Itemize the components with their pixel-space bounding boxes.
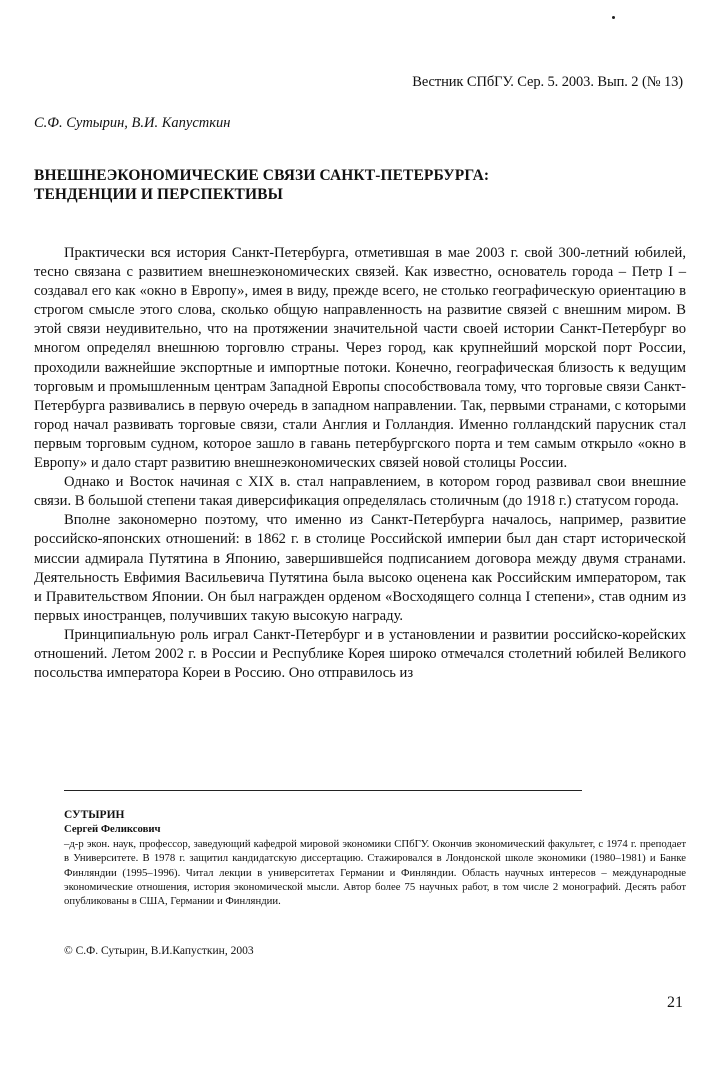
authors-line: С.Ф. Сутырин, В.И. Капусткин xyxy=(34,115,231,131)
paragraph-2: Однако и Восток начиная с XIX в. стал направлением, в котором город развивал свои внешние связи. В большой степени такая диверсификация определялась столичным (до 1918 г.) статусом города. xyxy=(34,474,686,510)
footnote-surname: СУТЫРИН xyxy=(64,809,125,821)
paragraph-3: Вполне закономерно поэтому, что именно из Санкт-Петербурга началось, например, развитие российско-японских отношений: в 1862 г. в столице Российской империи был дан старт исторической миссии адмирала Путятина в Японию, завершившейся подписанием договора между двумя странами. Деятельность Евфимия Васильевича Путятина была высоко оценена как Российским императором, так и Правительством Японии. Он был награжден орденом «Восходящего солнца I степени», став одним из первых иностранцев, получивших такую высокую награду. xyxy=(34,512,686,624)
footnote-fullname: Сергей Феликсович xyxy=(64,823,161,836)
article-title xyxy=(34,166,674,204)
author-footnote xyxy=(64,808,686,909)
copyright-line: © С.Ф. Сутырин, В.И.Капусткин, 2003 xyxy=(64,945,254,957)
scan-speck xyxy=(612,16,615,19)
footnote-bio: –д-р экон. наук, профессор, заведующий кафедрой мировой экономики СПбГУ. Окончив экономический факультет, с 1974 г. преподает в Университете. В 1978 г. защитил кандидатскую диссертацию. Стажировался в Лондонской школе экономики (1980–1981) и Банке Финляндии (1995–1996). Читал лекции в университетах Германии и Финляндии. Область научных интересов – международные экономические отношения, история экономической мысли. Автор более 75 научных работ, в том числе 2 монографий. Десять работ опубликованы в США, Германии и Финляндии. xyxy=(64,837,686,908)
footnote-divider xyxy=(64,790,582,791)
journal-header: Вестник СПбГУ. Сер. 5. 2003. Вып. 2 (№ 13) xyxy=(412,74,683,90)
article-body xyxy=(34,244,686,683)
title-line-1: ВНЕШНЕЭКОНОМИЧЕСКИЕ СВЯЗИ САНКТ-ПЕТЕРБУРГА: xyxy=(34,167,490,184)
paragraph-1: Практически вся история Санкт-Петербурга, отметившая в мае 2003 г. свой 300-летний юбилей, тесно связана с развитием внешнеэкономических связей. Как известно, основатель города – Петр I – создавал его как «окно в Европу», имея в виду, прежде всего, не столько географическую ориентацию в строгом смысле этого слова, сколько общую направленность на развитие связей с внешним миром. В этой связи неудивительно, что на протяжении значительной части своей истории Санкт-Петербург во многом определял внешнюю торговлю страны. Через город, как крупнейший морской порт России, проходили важнейшие экспортные и импортные потоки. Конечно, географическая близость к ведущим торговым и промышленным центрам Западной Европы способствовала тому, что торговые связи Санкт-Петербурга развивались в первую очередь в западном направлении. Так, первыми странами, с которыми город начал развивать торговые связи, стали Англия и Голландия. Именно голландский парусник стал первым торговым судном, которое зашло в гавань петербургского порта и тем самым открыло «окно в Европу» и дало старт развитию внешнеэкономических связей новой столицы России. xyxy=(34,245,686,472)
paragraph-4: Принципиальную роль играл Санкт-Петербург и в установлении и развитии российско-корейских отношений. Летом 2002 г. в России и Республике Корея широко отмечался столетний юбилей Великого посольства императора Кореи в Россию. Оно отправилось из xyxy=(34,626,686,682)
title-line-2: ТЕНДЕНЦИИ И ПЕРСПЕКТИВЫ xyxy=(34,186,283,203)
page-number: 21 xyxy=(667,994,683,1011)
